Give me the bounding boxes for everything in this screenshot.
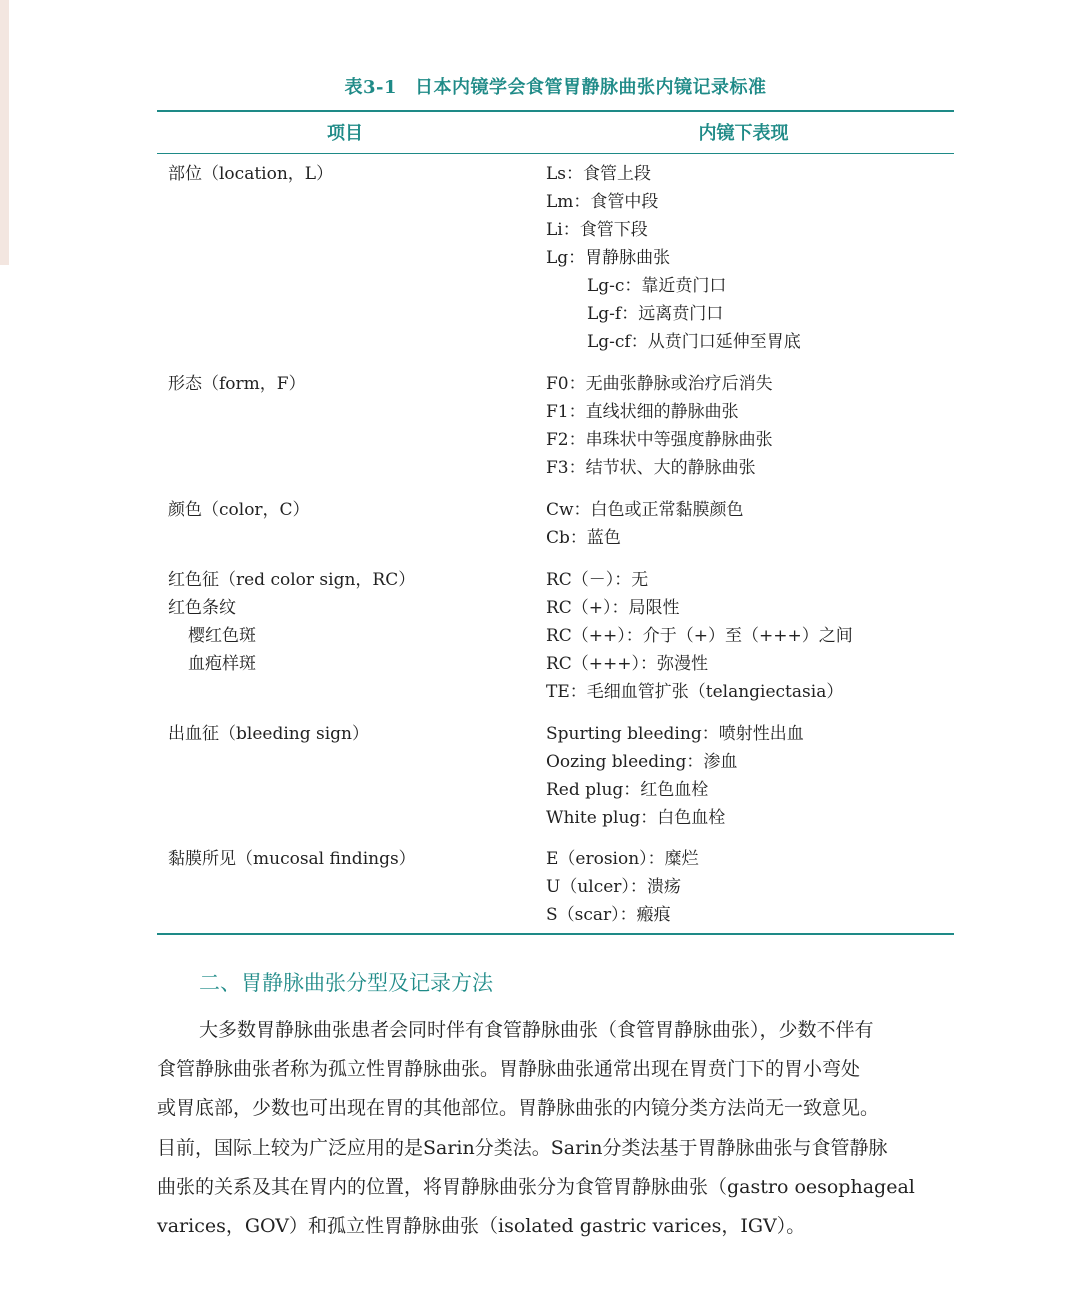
finding-subline: Lg-cf：从贲门口延伸至胃底 bbox=[587, 332, 801, 352]
finding-line: RC（－）：无 bbox=[546, 570, 649, 590]
body-paragraph bbox=[157, 1011, 954, 1246]
finding-line: Ls：食管上段 bbox=[546, 164, 652, 184]
finding-line: Lg：胃静脉曲张 bbox=[546, 248, 671, 268]
finding-line: F3：结节状、大的静脉曲张 bbox=[546, 458, 756, 478]
item-cell bbox=[168, 160, 333, 188]
finding-line: Red plug：红色血栓 bbox=[546, 780, 709, 800]
table-caption bbox=[157, 73, 954, 99]
table-bottom-rule bbox=[157, 933, 954, 935]
column-header-findings: 内镜下表现 bbox=[698, 123, 789, 144]
item-label: 出血征（bleeding sign） bbox=[168, 724, 369, 744]
table-number: 表3-1 bbox=[344, 77, 398, 98]
finding-line: E（erosion）：糜烂 bbox=[546, 849, 699, 869]
finding-line: F2：串珠状中等强度静脉曲张 bbox=[546, 430, 773, 450]
section-heading: 二、胃静脉曲张分型及记录方法 bbox=[199, 971, 493, 995]
finding-line: TE：毛细血管扩张（telangiectasia） bbox=[546, 682, 844, 702]
item-cell bbox=[168, 845, 416, 873]
finding-line: RC（+++）：弥漫性 bbox=[546, 654, 709, 674]
table-header-rule bbox=[157, 153, 954, 154]
finding-line: White plug：白色血栓 bbox=[546, 808, 726, 828]
table-top-rule bbox=[157, 110, 954, 112]
finding-subline: Lg-c：靠近贲门口 bbox=[587, 276, 727, 296]
item-label: 部位（location，L） bbox=[168, 164, 334, 184]
item-label: 红色征（red color sign，RC） bbox=[168, 570, 416, 590]
finding-line: Li：食管下段 bbox=[546, 220, 648, 240]
paragraph-line: 目前，国际上较为广泛应用的是Sarin分类法。Sarin分类法基于胃静脉曲张与食管静脉 bbox=[157, 1136, 888, 1159]
item-subitem: 红色条纹 bbox=[168, 598, 236, 618]
item-cell bbox=[168, 566, 415, 678]
item-label: 颜色（color，C） bbox=[168, 500, 310, 520]
findings-cell bbox=[546, 845, 699, 929]
column-header-item: 项目 bbox=[327, 123, 363, 144]
table-title-text: 日本内镜学会食管胃静脉曲张内镜记录标准 bbox=[415, 77, 767, 98]
item-cell bbox=[168, 496, 310, 524]
item-label: 形态（form，F） bbox=[168, 374, 306, 394]
page-edge-strip bbox=[0, 0, 9, 265]
item-subitem: 樱红色斑 bbox=[188, 626, 256, 646]
paragraph-line: 大多数胃静脉曲张患者会同时伴有食管静脉曲张（食管胃静脉曲张），少数不伴有 bbox=[199, 1019, 874, 1041]
paragraph-line: 或胃底部，少数也可出现在胃的其他部位。胃静脉曲张的内镜分类方法尚无一致意见。 bbox=[157, 1097, 880, 1120]
findings-cell bbox=[546, 566, 853, 706]
finding-subline: Lg-f：远离贲门口 bbox=[587, 304, 724, 324]
paragraph-line: varices，GOV）和孤立性胃静脉曲张（isolated gastric varices，IGV）。 bbox=[157, 1214, 806, 1237]
finding-line: RC（+）：局限性 bbox=[546, 598, 680, 618]
paragraph-line: 曲张的关系及其在胃内的位置，将胃静脉曲张分为食管胃静脉曲张（gastro oesophageal bbox=[157, 1175, 915, 1198]
findings-cell bbox=[546, 160, 801, 356]
findings-cell bbox=[546, 496, 744, 552]
finding-line: U（ulcer）：溃疡 bbox=[546, 877, 681, 897]
finding-line: S（scar）：瘢痕 bbox=[546, 905, 671, 925]
item-cell bbox=[168, 370, 306, 398]
item-cell bbox=[168, 720, 369, 748]
finding-line: RC（++）：介于（+）至（+++）之间 bbox=[546, 626, 853, 646]
paragraph-line: 食管静脉曲张者称为孤立性胃静脉曲张。胃静脉曲张通常出现在胃贲门下的胃小弯处 bbox=[157, 1058, 861, 1081]
finding-line: Cw：白色或正常黏膜颜色 bbox=[546, 500, 744, 520]
finding-line: Cb：蓝色 bbox=[546, 528, 621, 548]
finding-line: F1：直线状细的静脉曲张 bbox=[546, 402, 739, 422]
finding-line: Oozing bleeding：渗血 bbox=[546, 752, 738, 772]
findings-cell bbox=[546, 720, 804, 832]
item-label: 黏膜所见（mucosal findings） bbox=[168, 849, 416, 869]
item-subitem: 血疱样斑 bbox=[188, 654, 256, 674]
finding-line: Spurting bleeding：喷射性出血 bbox=[546, 724, 804, 744]
finding-line: Lm：食管中段 bbox=[546, 192, 659, 212]
finding-line: F0：无曲张静脉或治疗后消失 bbox=[546, 374, 773, 394]
findings-cell bbox=[546, 370, 773, 482]
